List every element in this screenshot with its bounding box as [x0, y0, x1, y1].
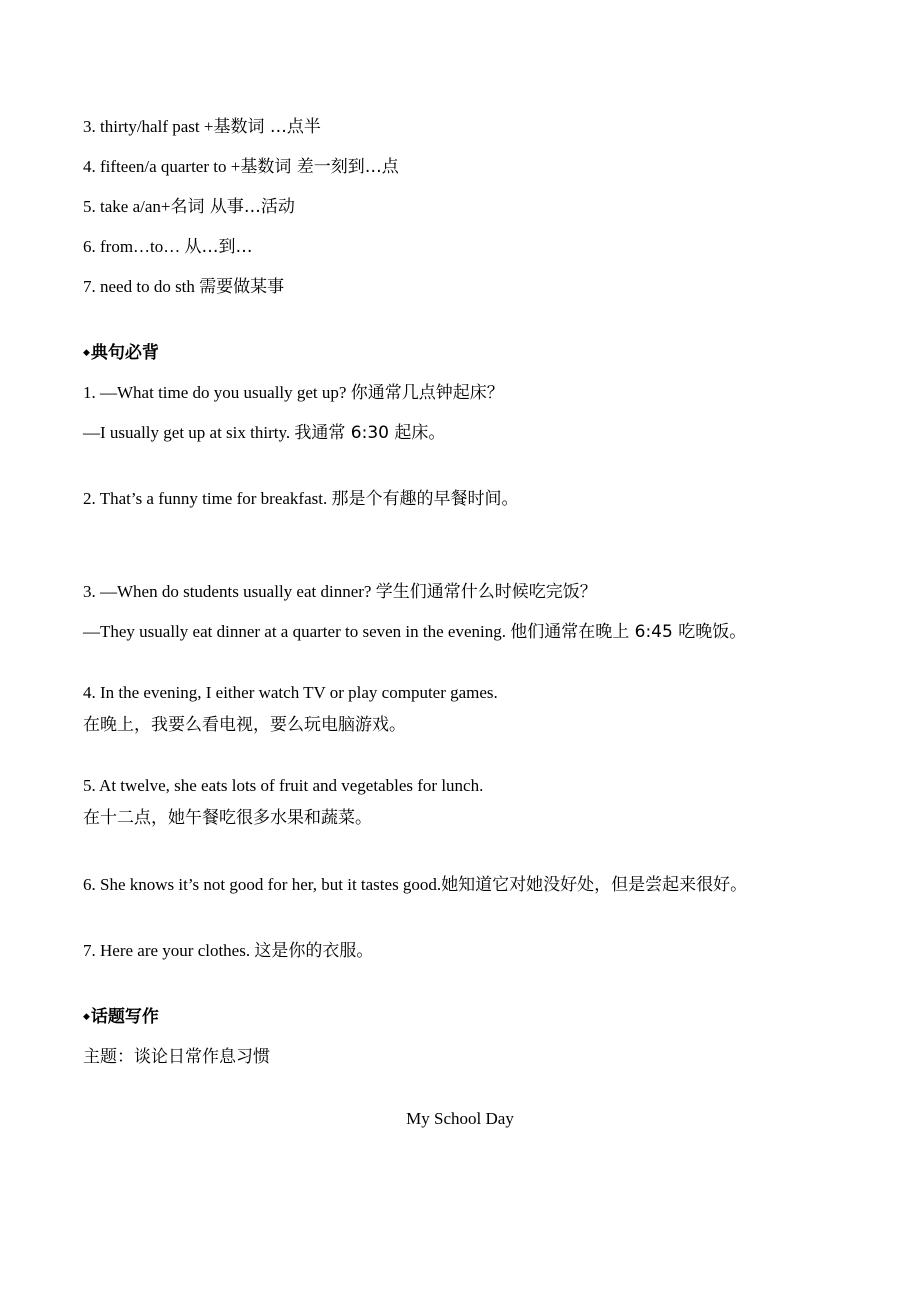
sentence-english: —I usually get up at six thirty.: [83, 423, 295, 442]
sentence-line: [83, 620, 746, 644]
sentence-line: [83, 381, 504, 405]
sentence-chinese: 这是你的衣服。: [254, 941, 374, 961]
sentence-chinese: 她知道它对她没好处，但是尝起来很好。: [441, 875, 748, 895]
section-title: 话题写作: [90, 1007, 159, 1027]
diamond-bullet-icon: ◆: [83, 1012, 90, 1022]
phrase-english: 4. fifteen/a quarter to +: [83, 157, 241, 176]
sentence-chinese: 他们通常在晚上 6:45 吃晚饭。: [510, 622, 747, 642]
sentence-line: [83, 939, 373, 963]
sentence-line: [83, 774, 483, 798]
sentence-line: [83, 421, 445, 445]
section-heading-sentences: [83, 341, 159, 365]
phrase-item: [83, 195, 295, 219]
phrase-item: [83, 115, 321, 139]
sentence-english: 6. She knows it’s not good for her, but it tastes good.: [83, 875, 442, 894]
phrase-english: 5. take a/an+: [83, 197, 171, 216]
sentence-english: 2. That’s a funny time for breakfast.: [83, 489, 332, 508]
essay-title: My School Day: [406, 1109, 514, 1128]
sentence-english: —They usually eat dinner at a quarter to seven in the evening.: [83, 622, 511, 641]
sentence-line: [83, 806, 372, 830]
diamond-bullet-icon: ◆: [83, 348, 90, 358]
writing-topic: [83, 1045, 270, 1069]
phrase-item: [83, 155, 399, 179]
sentence-chinese: 学生们通常什么时候吃完饭？: [375, 582, 597, 602]
sentence-english: 3. —When do students usually eat dinner?: [83, 582, 376, 601]
phrase-chinese: 基数词 …点半: [213, 117, 321, 137]
sentence-english: 7. Here are your clothes.: [83, 941, 255, 960]
phrase-chinese: 名词 从事…活动: [170, 197, 295, 217]
phrase-english: 6. from…to…: [83, 237, 185, 256]
section-heading-writing: [83, 1005, 159, 1029]
phrase-english: 7. need to do sth: [83, 277, 200, 296]
sentence-english: 5. At twelve, she eats lots of fruit and vegetables for lunch.: [83, 776, 484, 795]
phrase-item: [83, 275, 284, 299]
sentence-chinese: 在十二点，她午餐吃很多水果和蔬菜。: [83, 808, 372, 828]
sentence-english: 4. In the evening, I either watch TV or play computer games.: [83, 683, 498, 702]
sentence-english: 1. —What time do you usually get up?: [83, 383, 351, 402]
section-title: 典句必背: [90, 343, 159, 363]
sentence-chinese: 你通常几点钟起床？: [350, 383, 504, 403]
sentence-line: [83, 681, 498, 705]
phrase-chinese: 从…到…: [184, 237, 253, 257]
sentence-chinese: 我通常 6:30 起床。: [294, 423, 446, 443]
sentence-line: [83, 713, 406, 737]
topic-text: 主题：谈论日常作息习惯: [83, 1047, 270, 1067]
sentence-chinese: 那是个有趣的早餐时间。: [331, 489, 519, 509]
phrase-chinese: 基数词 差一刻到…点: [240, 157, 399, 177]
sentence-line: [83, 873, 747, 897]
phrase-english: 3. thirty/half past +: [83, 117, 214, 136]
sentence-line: [83, 580, 597, 604]
sentence-line: [83, 487, 518, 511]
phrase-chinese: 需要做某事: [199, 277, 285, 297]
phrase-item: [83, 235, 253, 259]
sentence-chinese: 在晚上，我要么看电视，要么玩电脑游戏。: [83, 715, 406, 735]
